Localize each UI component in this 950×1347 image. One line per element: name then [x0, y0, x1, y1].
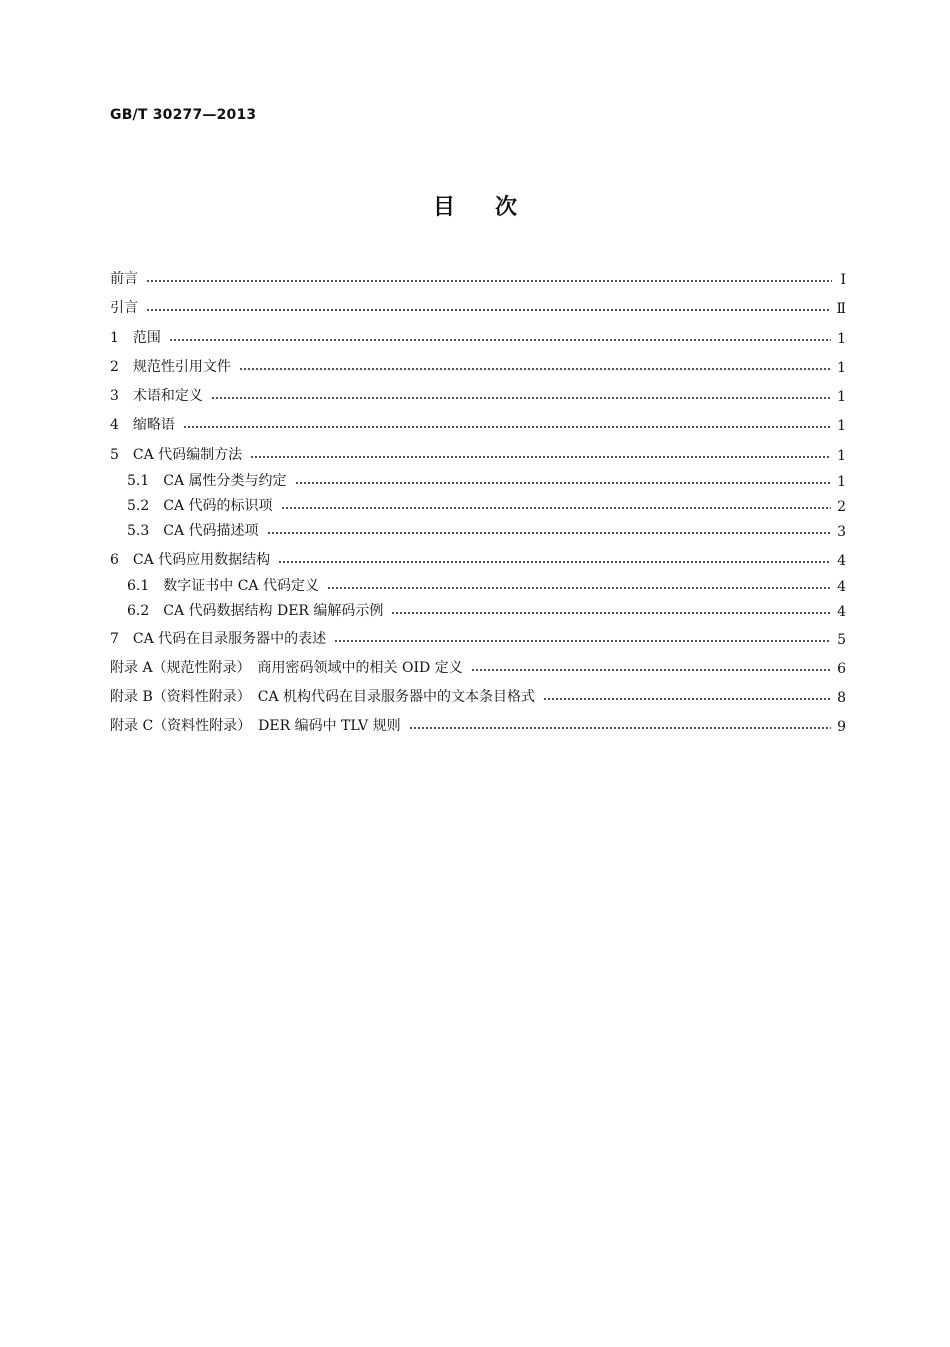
toc-entry-page: 4	[837, 579, 846, 595]
toc-entry-page: 6	[837, 661, 846, 677]
toc-entry-label: 前言	[110, 271, 138, 287]
toc-entry[interactable]	[127, 520, 846, 540]
dot-leader	[471, 668, 831, 672]
toc-entry-label: 7 CA 代码在目录服务器中的表述	[110, 631, 327, 647]
toc-entry-label: 附录 B（资料性附录） CA 机构代码在目录服务器中的文本条目格式	[110, 689, 536, 705]
dot-leader	[334, 639, 831, 643]
toc-entry[interactable]	[127, 600, 846, 620]
toc-entry-label: 6 CA 代码应用数据结构	[110, 552, 271, 568]
toc-entry[interactable]	[110, 444, 846, 464]
toc-entry-label: 5 CA 代码编制方法	[110, 447, 243, 463]
toc-entry[interactable]	[110, 356, 846, 376]
dot-leader	[543, 697, 831, 701]
dot-leader	[146, 279, 832, 283]
standard-number: GB/T 30277—2013	[110, 107, 257, 123]
dot-leader	[327, 586, 831, 590]
toc-entry-page: 5	[837, 632, 846, 648]
toc-entry-page: 3	[837, 524, 846, 540]
dot-leader	[169, 338, 831, 342]
toc-entry-label: 4 缩略语	[110, 417, 175, 433]
toc-entry-page: Ⅰ	[840, 272, 846, 288]
toc-entry[interactable]	[110, 327, 846, 347]
toc-entry-label: 引言	[110, 300, 138, 316]
toc-entry[interactable]	[110, 297, 846, 317]
toc-entry-label: 6.2 CA 代码数据结构 DER 编解码示例	[127, 603, 384, 619]
dot-leader	[278, 560, 831, 564]
dot-leader	[267, 531, 832, 535]
toc-entry[interactable]	[127, 495, 846, 515]
toc-entry-page: Ⅱ	[836, 301, 846, 317]
toc-entry[interactable]	[110, 385, 846, 405]
toc-entry-label: 2 规范性引用文件	[110, 359, 231, 375]
toc-entry-label: 3 术语和定义	[110, 388, 203, 404]
dot-leader	[183, 425, 831, 429]
toc-entry-page: 8	[837, 690, 846, 706]
toc-entry[interactable]	[110, 686, 846, 706]
toc-entry-label: 6.1 数字证书中 CA 代码定义	[127, 578, 319, 594]
toc-entry[interactable]	[110, 628, 846, 648]
toc-entry-label: 1 范围	[110, 330, 161, 346]
toc-entry-page: 4	[837, 604, 846, 620]
toc-entry-label: 附录 C（资料性附录） DER 编码中 TLV 规则	[110, 718, 401, 734]
dot-leader	[295, 481, 832, 485]
toc-entry[interactable]	[110, 715, 846, 735]
dot-leader	[250, 455, 831, 459]
toc-entry-page: 1	[837, 474, 846, 490]
toc-entry-page: 1	[837, 389, 846, 405]
toc-entry[interactable]	[127, 470, 846, 490]
toc-entry-page: 9	[837, 719, 846, 735]
toc-entry[interactable]	[127, 575, 846, 595]
page-title: 目次	[432, 195, 557, 220]
toc-entry-label: 5.2 CA 代码的标识项	[127, 498, 273, 514]
dot-leader	[211, 396, 831, 400]
toc-entry-label: 5.3 CA 代码描述项	[127, 523, 259, 539]
dot-leader	[391, 611, 831, 615]
dot-leader	[146, 308, 830, 312]
dot-leader	[281, 506, 832, 510]
toc-entry-page: 4	[837, 553, 846, 569]
toc-entry-label: 5.1 CA 属性分类与约定	[127, 473, 287, 489]
toc-entry-page: 1	[837, 360, 846, 376]
dot-leader	[239, 367, 831, 371]
toc-entry-label: 附录 A（规范性附录） 商用密码领域中的相关 OID 定义	[110, 660, 463, 676]
toc-entry[interactable]	[110, 657, 846, 677]
toc-entry-page: 1	[837, 331, 846, 347]
toc-entry[interactable]	[110, 268, 846, 288]
dot-leader	[409, 726, 831, 730]
toc-entry[interactable]	[110, 414, 846, 434]
toc-entry[interactable]	[110, 549, 846, 569]
toc-entry-page: 1	[837, 418, 846, 434]
toc-entry-page: 2	[837, 499, 846, 515]
toc-entry-page: 1	[837, 448, 846, 464]
